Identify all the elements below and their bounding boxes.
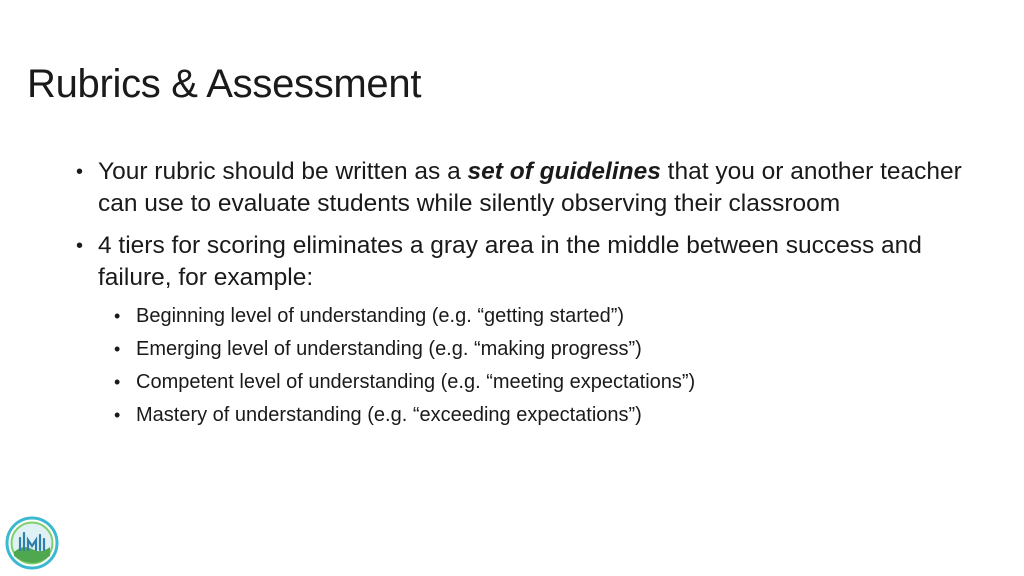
bullet-emphasis: set of guidelines <box>467 158 661 185</box>
bullet-list <box>72 156 972 442</box>
sub-bullet-emerging: • Emerging level of understanding (e.g. “making progress”) <box>98 333 972 366</box>
bullet-four-tiers <box>72 230 972 432</box>
organization-logo-icon <box>5 516 59 570</box>
sub-bullet-beginning: • Beginning level of understanding (e.g. “getting started”) <box>98 300 972 333</box>
bullet-rubric-guidelines <box>72 156 972 220</box>
slide-title: Rubrics & Assessment <box>27 62 422 106</box>
bullet-text: 4 tiers for scoring eliminates a gray area in the middle between success and failure, for example: <box>98 232 922 291</box>
bullet-text-start: Your rubric should be written as a <box>98 158 468 185</box>
sub-bullet-competent: • Competent level of understanding (e.g. “meeting expectations”) <box>98 366 972 399</box>
bullet-text-end: that you or another teacher can use to evaluate students while silently observing their classroom <box>98 158 962 217</box>
sub-bullet-mastery: • Mastery of understanding (e.g. “exceeding expectations”) <box>98 399 972 432</box>
sub-bullet-list <box>98 300 972 432</box>
